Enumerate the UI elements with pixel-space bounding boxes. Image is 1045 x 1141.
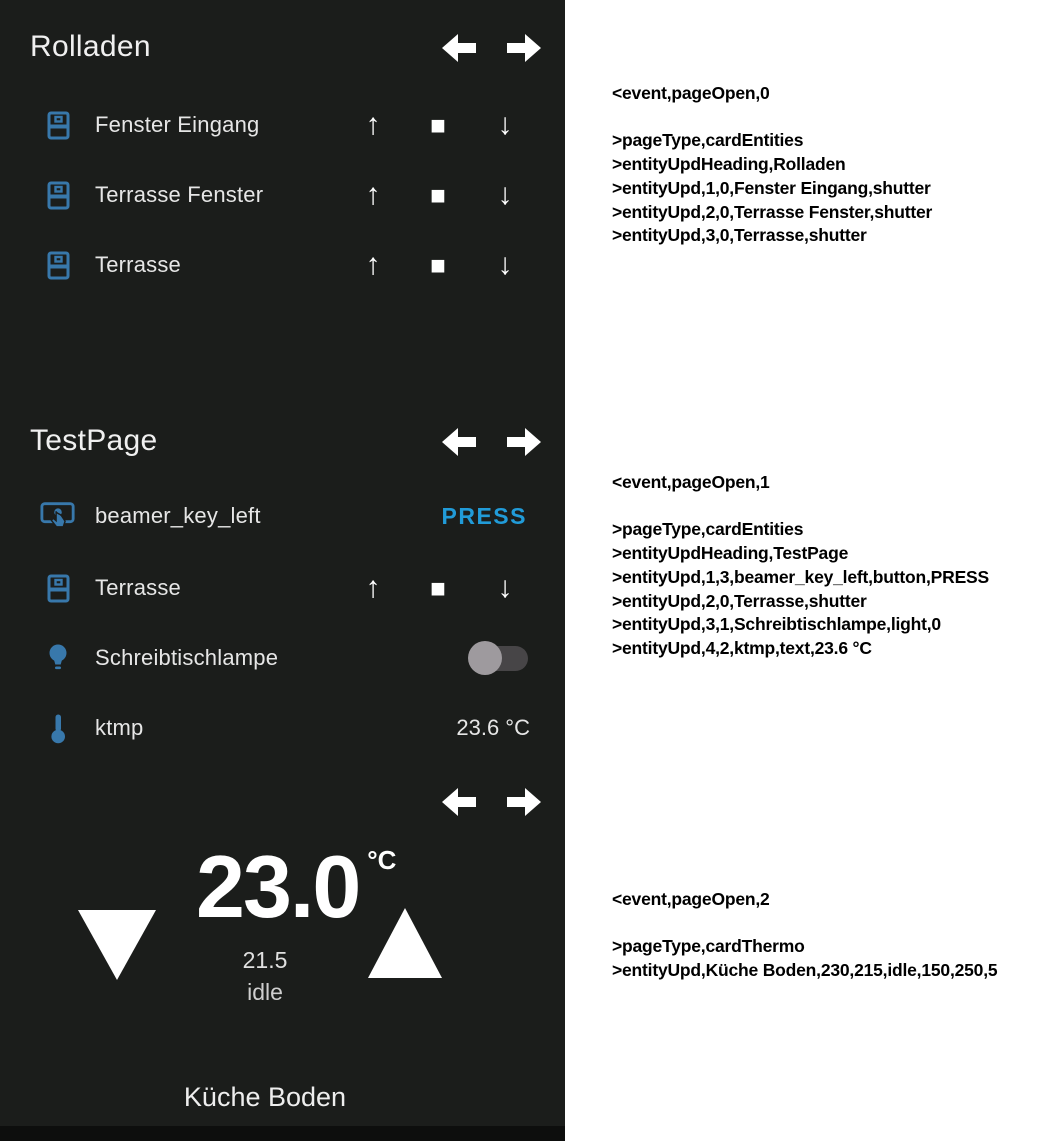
thermostat-state: idle	[247, 979, 283, 1005]
log-line: >entityUpd,2,0,Terrasse,shutter	[612, 590, 867, 611]
log-line: >pageType,cardEntities	[612, 130, 804, 151]
log-line	[612, 912, 1042, 936]
shutter-down-button[interactable]: ↓	[497, 248, 513, 281]
toggle-knob	[468, 641, 502, 675]
window-shutter-icon	[40, 241, 76, 289]
entity-row-ktmp	[0, 704, 565, 752]
shutter-stop-button[interactable]: ■	[430, 249, 446, 280]
window-shutter-icon	[40, 171, 76, 219]
log-line: >entityUpd,2,0,Terrasse Fenster,shutter	[612, 201, 933, 222]
entity-label: Terrasse	[95, 252, 181, 277]
entity-row-terrasse	[0, 241, 565, 289]
entity-label: beamer_key_left	[95, 503, 261, 528]
log-line: >pageType,cardEntities	[612, 519, 804, 540]
shutter-up-button[interactable]: ↑	[365, 108, 381, 141]
log-line: >pageType,cardThermo	[612, 936, 805, 957]
entity-row-beamer-key-left	[0, 492, 565, 540]
log-line	[612, 495, 1042, 519]
sensor-value: 23.6 °C	[456, 715, 530, 740]
entity-label: Terrasse	[95, 575, 181, 600]
shutter-up-button[interactable]: ↑	[365, 571, 381, 604]
log-line: >entityUpd,4,2,ktmp,text,23.6 °C	[612, 637, 872, 658]
shutter-stop-button[interactable]: ■	[430, 572, 446, 603]
entity-label: Schreibtischlampe	[95, 645, 279, 670]
shutter-up-button[interactable]: ↑	[365, 178, 381, 211]
entity-label: Terrasse Fenster	[95, 182, 264, 207]
log-line: >entityUpd,3,0,Terrasse,shutter	[612, 225, 867, 246]
log-line: >entityUpdHeading,Rolladen	[612, 154, 846, 175]
entity-row-fenster-eingang	[0, 101, 565, 149]
prev-page-arrow-icon[interactable]	[440, 785, 478, 819]
shutter-down-button[interactable]: ↓	[497, 108, 513, 141]
card-testpage-heading: TestPage	[30, 424, 158, 457]
card-rolladen-heading: Rolladen	[30, 30, 151, 63]
window-shutter-icon	[40, 101, 76, 149]
log-line	[612, 106, 1042, 130]
prev-page-arrow-icon[interactable]	[440, 31, 478, 65]
gesture-tap-button-icon	[40, 492, 76, 540]
log-line: >entityUpd,Küche Boden,230,215,idle,150,250,5	[612, 960, 998, 981]
log-line: >entityUpd,1,0,Fenster Eingang,shutter	[612, 177, 931, 198]
setpoint-temperature: 21.5	[242, 947, 288, 973]
log-line: <event,pageOpen,2	[612, 889, 770, 909]
shutter-down-button[interactable]: ↓	[497, 178, 513, 211]
light-toggle-switch[interactable]	[468, 641, 530, 675]
entity-row-terrasse-2	[0, 564, 565, 612]
shutter-stop-button[interactable]: ■	[430, 109, 446, 140]
shutter-up-button[interactable]: ↑	[365, 248, 381, 281]
shutter-down-button[interactable]: ↓	[497, 571, 513, 604]
temperature-unit: °C	[367, 845, 397, 875]
temp-down-button[interactable]	[76, 908, 158, 982]
log-line: <event,pageOpen,1	[612, 472, 770, 492]
log-line: >entityUpd,3,1,Schreibtischlampe,light,0	[612, 614, 941, 635]
log-line: >entityUpdHeading,TestPage	[612, 543, 849, 564]
log-line: <event,pageOpen,0	[612, 83, 770, 103]
thermostat-title: Küche Boden	[183, 1082, 347, 1112]
current-temperature-value: 23.0	[196, 837, 360, 936]
lightbulb-icon	[40, 634, 76, 682]
log-line: >entityUpd,1,3,beamer_key_left,button,PRESS	[612, 566, 989, 587]
entity-label: Fenster Eingang	[95, 112, 260, 137]
press-button[interactable]: PRESS	[441, 502, 527, 529]
entity-label: ktmp	[95, 715, 144, 740]
next-page-arrow-icon[interactable]	[505, 785, 543, 819]
entity-row-terrasse-fenster	[0, 171, 565, 219]
thermometer-icon	[40, 704, 76, 752]
screen-footer-bar	[0, 1126, 565, 1141]
log-block-page2	[612, 888, 1042, 983]
log-block-page0	[612, 82, 1042, 248]
temp-up-button[interactable]	[366, 906, 444, 980]
next-page-arrow-icon[interactable]	[505, 31, 543, 65]
next-page-arrow-icon[interactable]	[505, 425, 543, 459]
shutter-stop-button[interactable]: ■	[430, 179, 446, 210]
entity-row-schreibtischlampe	[0, 634, 565, 682]
window-shutter-icon	[40, 564, 76, 612]
log-block-page1	[612, 471, 1042, 661]
prev-page-arrow-icon[interactable]	[440, 425, 478, 459]
